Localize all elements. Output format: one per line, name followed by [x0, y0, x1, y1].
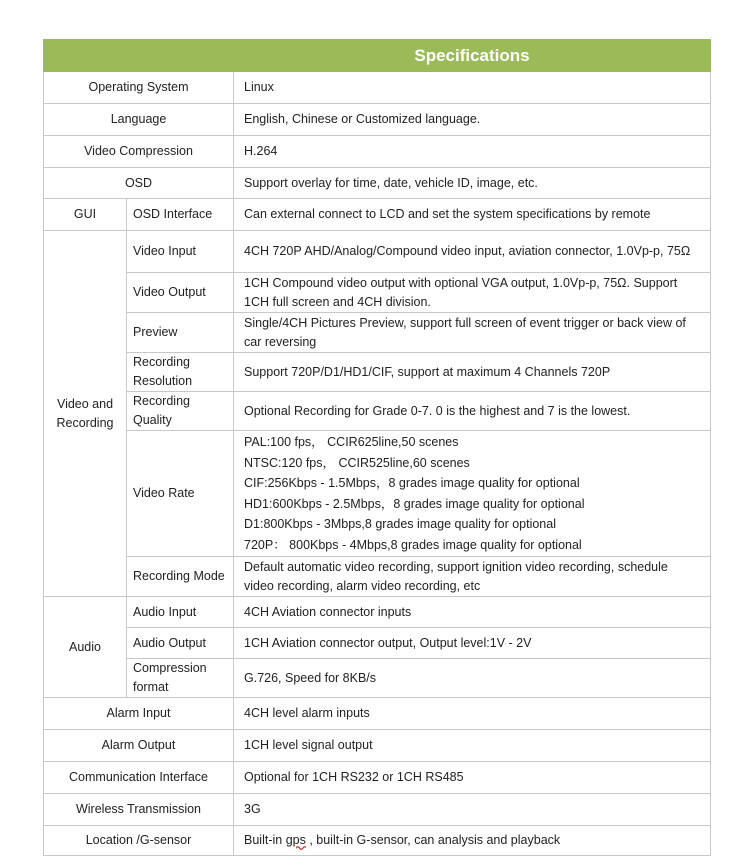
row-value: Default automatic video recording, support ignition video recording, schedule video recording, alarm video recording, etc	[234, 557, 711, 597]
table-row-location	[44, 826, 711, 856]
table-row-compression-format	[44, 659, 711, 698]
row-sublabel: Video Input	[127, 231, 234, 273]
video-rate-lines	[234, 431, 711, 557]
row-value: Linux	[234, 72, 711, 104]
row-label: Alarm Input	[44, 698, 234, 730]
row-sublabel: OSD Interface	[127, 199, 234, 231]
video-rate-line: D1:800Kbps - 3Mbps,8 grades image quality for optional	[244, 517, 556, 531]
row-value: Optional Recording for Grade 0-7. 0 is the highest and 7 is the lowest.	[234, 392, 711, 431]
location-gps: gps	[285, 833, 306, 847]
header-row	[44, 40, 711, 72]
row-value: English, Chinese or Customized language.	[234, 104, 711, 136]
table-row-alarm-input	[44, 698, 711, 730]
row-sublabel: Recording Resolution	[127, 353, 234, 392]
table-row-recording-mode	[44, 557, 711, 597]
row-value: 3G	[234, 794, 711, 826]
table-row-communication-interface	[44, 762, 711, 794]
location-suffix: , built-in G-sensor, can analysis and playback	[305, 833, 561, 847]
row-sublabel: Video Output	[127, 273, 234, 313]
row-label: Language	[44, 104, 234, 136]
table-row-preview	[44, 313, 711, 353]
table-row-wireless-transmission	[44, 794, 711, 826]
header-blank-cell	[44, 40, 234, 72]
table-row-os	[44, 72, 711, 104]
row-value: 1CH Compound video output with optional VGA output, 1.0Vp-p, 75Ω. Support 1CH full screen and 4CH division.	[234, 273, 711, 313]
table-row-language	[44, 104, 711, 136]
table-row-video-output	[44, 273, 711, 313]
row-label: GUI	[44, 199, 127, 231]
table-row-recording-quality	[44, 392, 711, 431]
row-label: Alarm Output	[44, 730, 234, 762]
row-sublabel: Recording Mode	[127, 557, 234, 597]
row-value	[234, 826, 711, 856]
row-value: Support overlay for time, date, vehicle ID, image, etc.	[234, 168, 711, 199]
row-value: 4CH Aviation connector inputs	[234, 597, 711, 628]
video-rate-line: NTSC:120 fps， CCIR525line,60 scenes	[244, 455, 470, 470]
row-label: Location /G-sensor	[44, 826, 234, 856]
header-title: Specifications	[234, 40, 711, 72]
row-label: Operating System	[44, 72, 234, 104]
group-label-video-recording: Video and Recording	[44, 231, 127, 597]
location-prefix: Built-in	[244, 833, 286, 847]
table-row-alarm-output	[44, 730, 711, 762]
row-value: 1CH level signal output	[234, 730, 711, 762]
video-rate-line: HD1:600Kbps - 2.5Mbps，8 grades image quality for optional	[244, 496, 585, 511]
table-row-recording-resolution	[44, 353, 711, 392]
row-value: H.264	[234, 136, 711, 168]
video-rate-line: PAL:100 fps， CCIR625line,50 scenes	[244, 435, 459, 449]
row-value: 1CH Aviation connector output, Output level:1V - 2V	[234, 628, 711, 659]
spec-table	[43, 39, 711, 856]
row-label: OSD	[44, 168, 234, 199]
row-label: Wireless Transmission	[44, 794, 234, 826]
row-value: Optional for 1CH RS232 or 1CH RS485	[234, 762, 711, 794]
table-row-gui	[44, 199, 711, 231]
table-row-video-compression	[44, 136, 711, 168]
table-row-osd	[44, 168, 711, 199]
row-label: Communication Interface	[44, 762, 234, 794]
table-row-audio-output	[44, 628, 711, 659]
row-sublabel: Audio Output	[127, 628, 234, 659]
video-rate-line: 720P： 800Kbps - 4Mbps,8 grades image quality for optional	[244, 537, 582, 552]
row-value: Can external connect to LCD and set the system specifications by remote	[234, 199, 711, 231]
row-value: Single/4CH Pictures Preview, support full screen of event trigger or back view of car reversing	[234, 313, 711, 353]
row-sublabel: Video Rate	[127, 431, 234, 557]
row-sublabel: Compression format	[127, 659, 234, 698]
row-value: 4CH level alarm inputs	[234, 698, 711, 730]
row-value: G.726, Speed for 8KB/s	[234, 659, 711, 698]
group-label-audio: Audio	[44, 597, 127, 698]
row-value: 4CH 720P AHD/Analog/Compound video input, aviation connector, 1.0Vp-p, 75Ω	[234, 231, 711, 273]
row-value: Support 720P/D1/HD1/CIF, support at maximum 4 Channels 720P	[234, 353, 711, 392]
row-sublabel: Audio Input	[127, 597, 234, 628]
row-sublabel: Preview	[127, 313, 234, 353]
video-rate-line: CIF:256Kbps - 1.5Mbps，8 grades image quality for optional	[244, 476, 580, 490]
table-row-audio-input	[44, 597, 711, 628]
row-sublabel: Recording Quality	[127, 392, 234, 431]
table-row-video-input	[44, 231, 711, 273]
table-row-video-rate	[44, 431, 711, 557]
row-label: Video Compression	[44, 136, 234, 168]
